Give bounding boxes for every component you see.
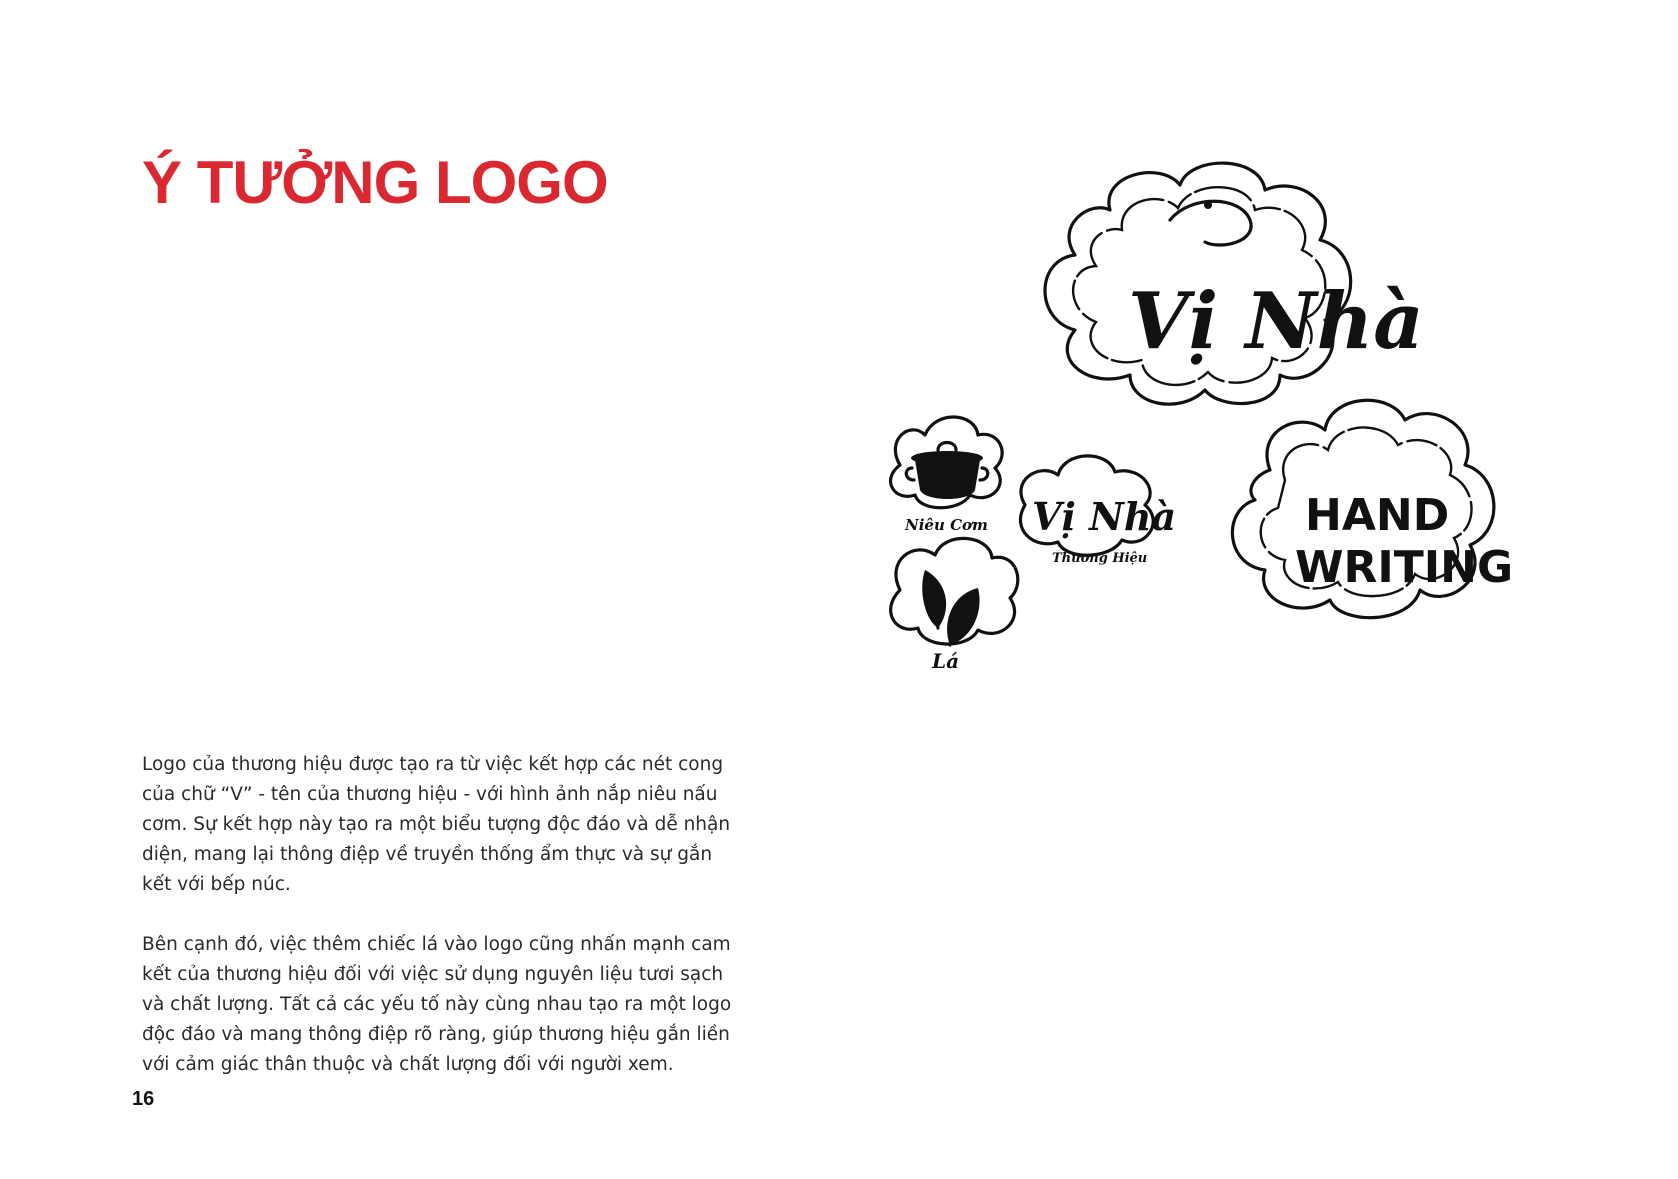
leaf-label: Lá <box>932 649 960 673</box>
page-title: Ý TƯỞNG LOGO <box>142 149 608 216</box>
description <box>142 750 742 1110</box>
pot-sketch <box>891 417 1003 534</box>
pot-label: Niêu Cơm <box>905 516 988 534</box>
leaf-icon <box>922 570 979 645</box>
handwriting-sketch <box>1232 400 1513 617</box>
main-logo-wordmark: Vị Nhà <box>1128 276 1424 367</box>
page-number: 16 <box>132 1088 155 1110</box>
main-logo-sketch <box>1045 163 1424 404</box>
small-logo-caption: Thương Hiệu <box>1052 551 1148 566</box>
paragraph-2: Bên cạnh đó, việc thêm chiếc lá vào logo cũng nhấn mạnh cam kết của thương hiệu đối với việc sử dụng nguyên liệu tươi sạch và chất lượng. Tất cả các yếu tố này cùng nhau tạo ra một logo độc đáo và mang thông điệp rõ ràng, giúp thương hiệu gắn liền với cảm giác thân thuộc và chất lượng đối với người xem. <box>142 934 732 1075</box>
leaf-sketch <box>891 538 1018 673</box>
paragraph-1: Logo của thương hiệu được tạo ra từ việc kết hợp các nét cong của chữ “V” - tên của thương hiệu - với hình ảnh nắp niêu nấu cơm. Sự kết hợp này tạo ra một biểu tượng độc đáo và dễ nhận diện, mang lại thông điệp về truyền thống ẩm thực và sự gắn kết với bếp núc. <box>142 754 731 895</box>
pot-icon <box>906 443 988 500</box>
small-logo-wordmark: Vị Nhà <box>1032 494 1177 539</box>
small-logo-sketch <box>1020 456 1176 566</box>
handwriting-line-2: WRITING <box>1295 542 1514 593</box>
logo-sketches <box>860 150 1560 710</box>
handwriting-line-1: HAND <box>1305 490 1450 541</box>
